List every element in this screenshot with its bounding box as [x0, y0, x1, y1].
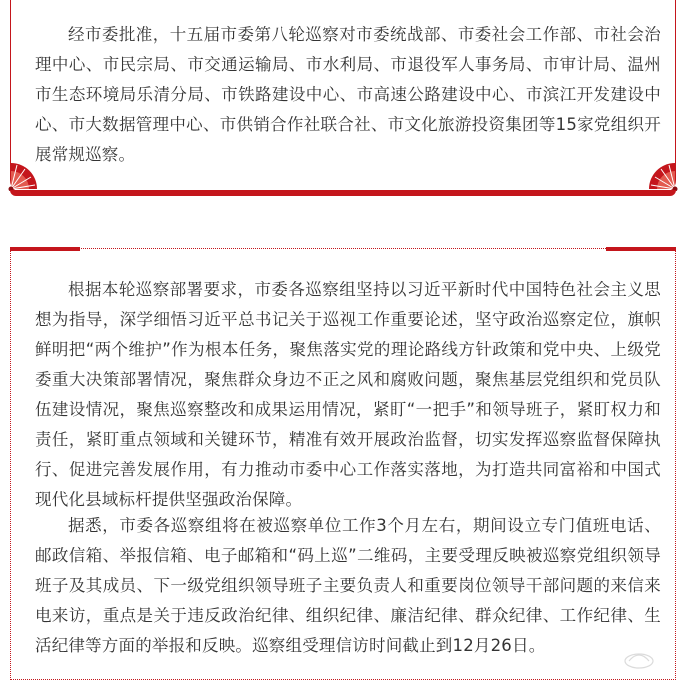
corner-accent-left [10, 247, 80, 251]
fan-ornament-icon [633, 157, 679, 191]
notice-card [10, 0, 676, 196]
watermark-icon [621, 647, 657, 671]
article-paragraph: 根据本轮巡察部署要求，市委各巡察组坚持以习近平新时代中国特色社会主义思想为指导，深学细悟习近平总书记关于巡视工作重要论述，坚守政治巡察定位，旗帜鲜明把“两个维护”作为根本任务，聚焦落实党的理论路线方针政策和党中央、上级党委重大决策部署情况，聚焦群众身边不正之风和腐败问题，聚焦基层党组织和党员队伍建设情况，聚焦巡察整改和成果运用情况，紧盯“一把手”和领导班子，紧盯权力和责任，紧盯重点领域和关键环节，精准有效开展政治监督，切实发挥巡察监督保障执行、促进完善发展作用，有力推动市委中心工作落实落地，为打造共同富裕和中国式现代化县域标杆提供坚强政治保障。 [35, 280, 661, 509]
fan-ornament-icon [7, 157, 53, 191]
article-paragraph: 据悉，市委各巡察组将在被巡察单位工作3个月左右，期间设立专门值班电话、邮政信箱、举报信箱、电子邮箱和“码上巡”二维码，主要受理反映被巡察党组织领导班子及其成员、下一级党组织领导班子主要负责人和重要岗位领导干部问题的来信来电来访，重点是关于违反政治纪律、组织纪律、廉洁纪律、群众纪律、工作纪律、生活纪律等方面的举报和反映。巡察组受理信访时间截止到12月26日。 [35, 516, 661, 655]
corner-accent-right [606, 247, 676, 251]
article-card [10, 248, 676, 680]
notice-paragraph: 经市委批准，十五届市委第八轮巡察对市委统战部、市委社会工作部、市社会治理中心、市民宗局、市交通运输局、市水利局、市退役军人事务局、市审计局、温州市生态环境局乐清分局、市铁路建设中心、市高速公路建设中心、市滨江开发建设中心、市大数据管理中心、市供销合作社联合社、市文化旅游投资集团等15家党组织开展常规巡察。 [35, 25, 661, 164]
